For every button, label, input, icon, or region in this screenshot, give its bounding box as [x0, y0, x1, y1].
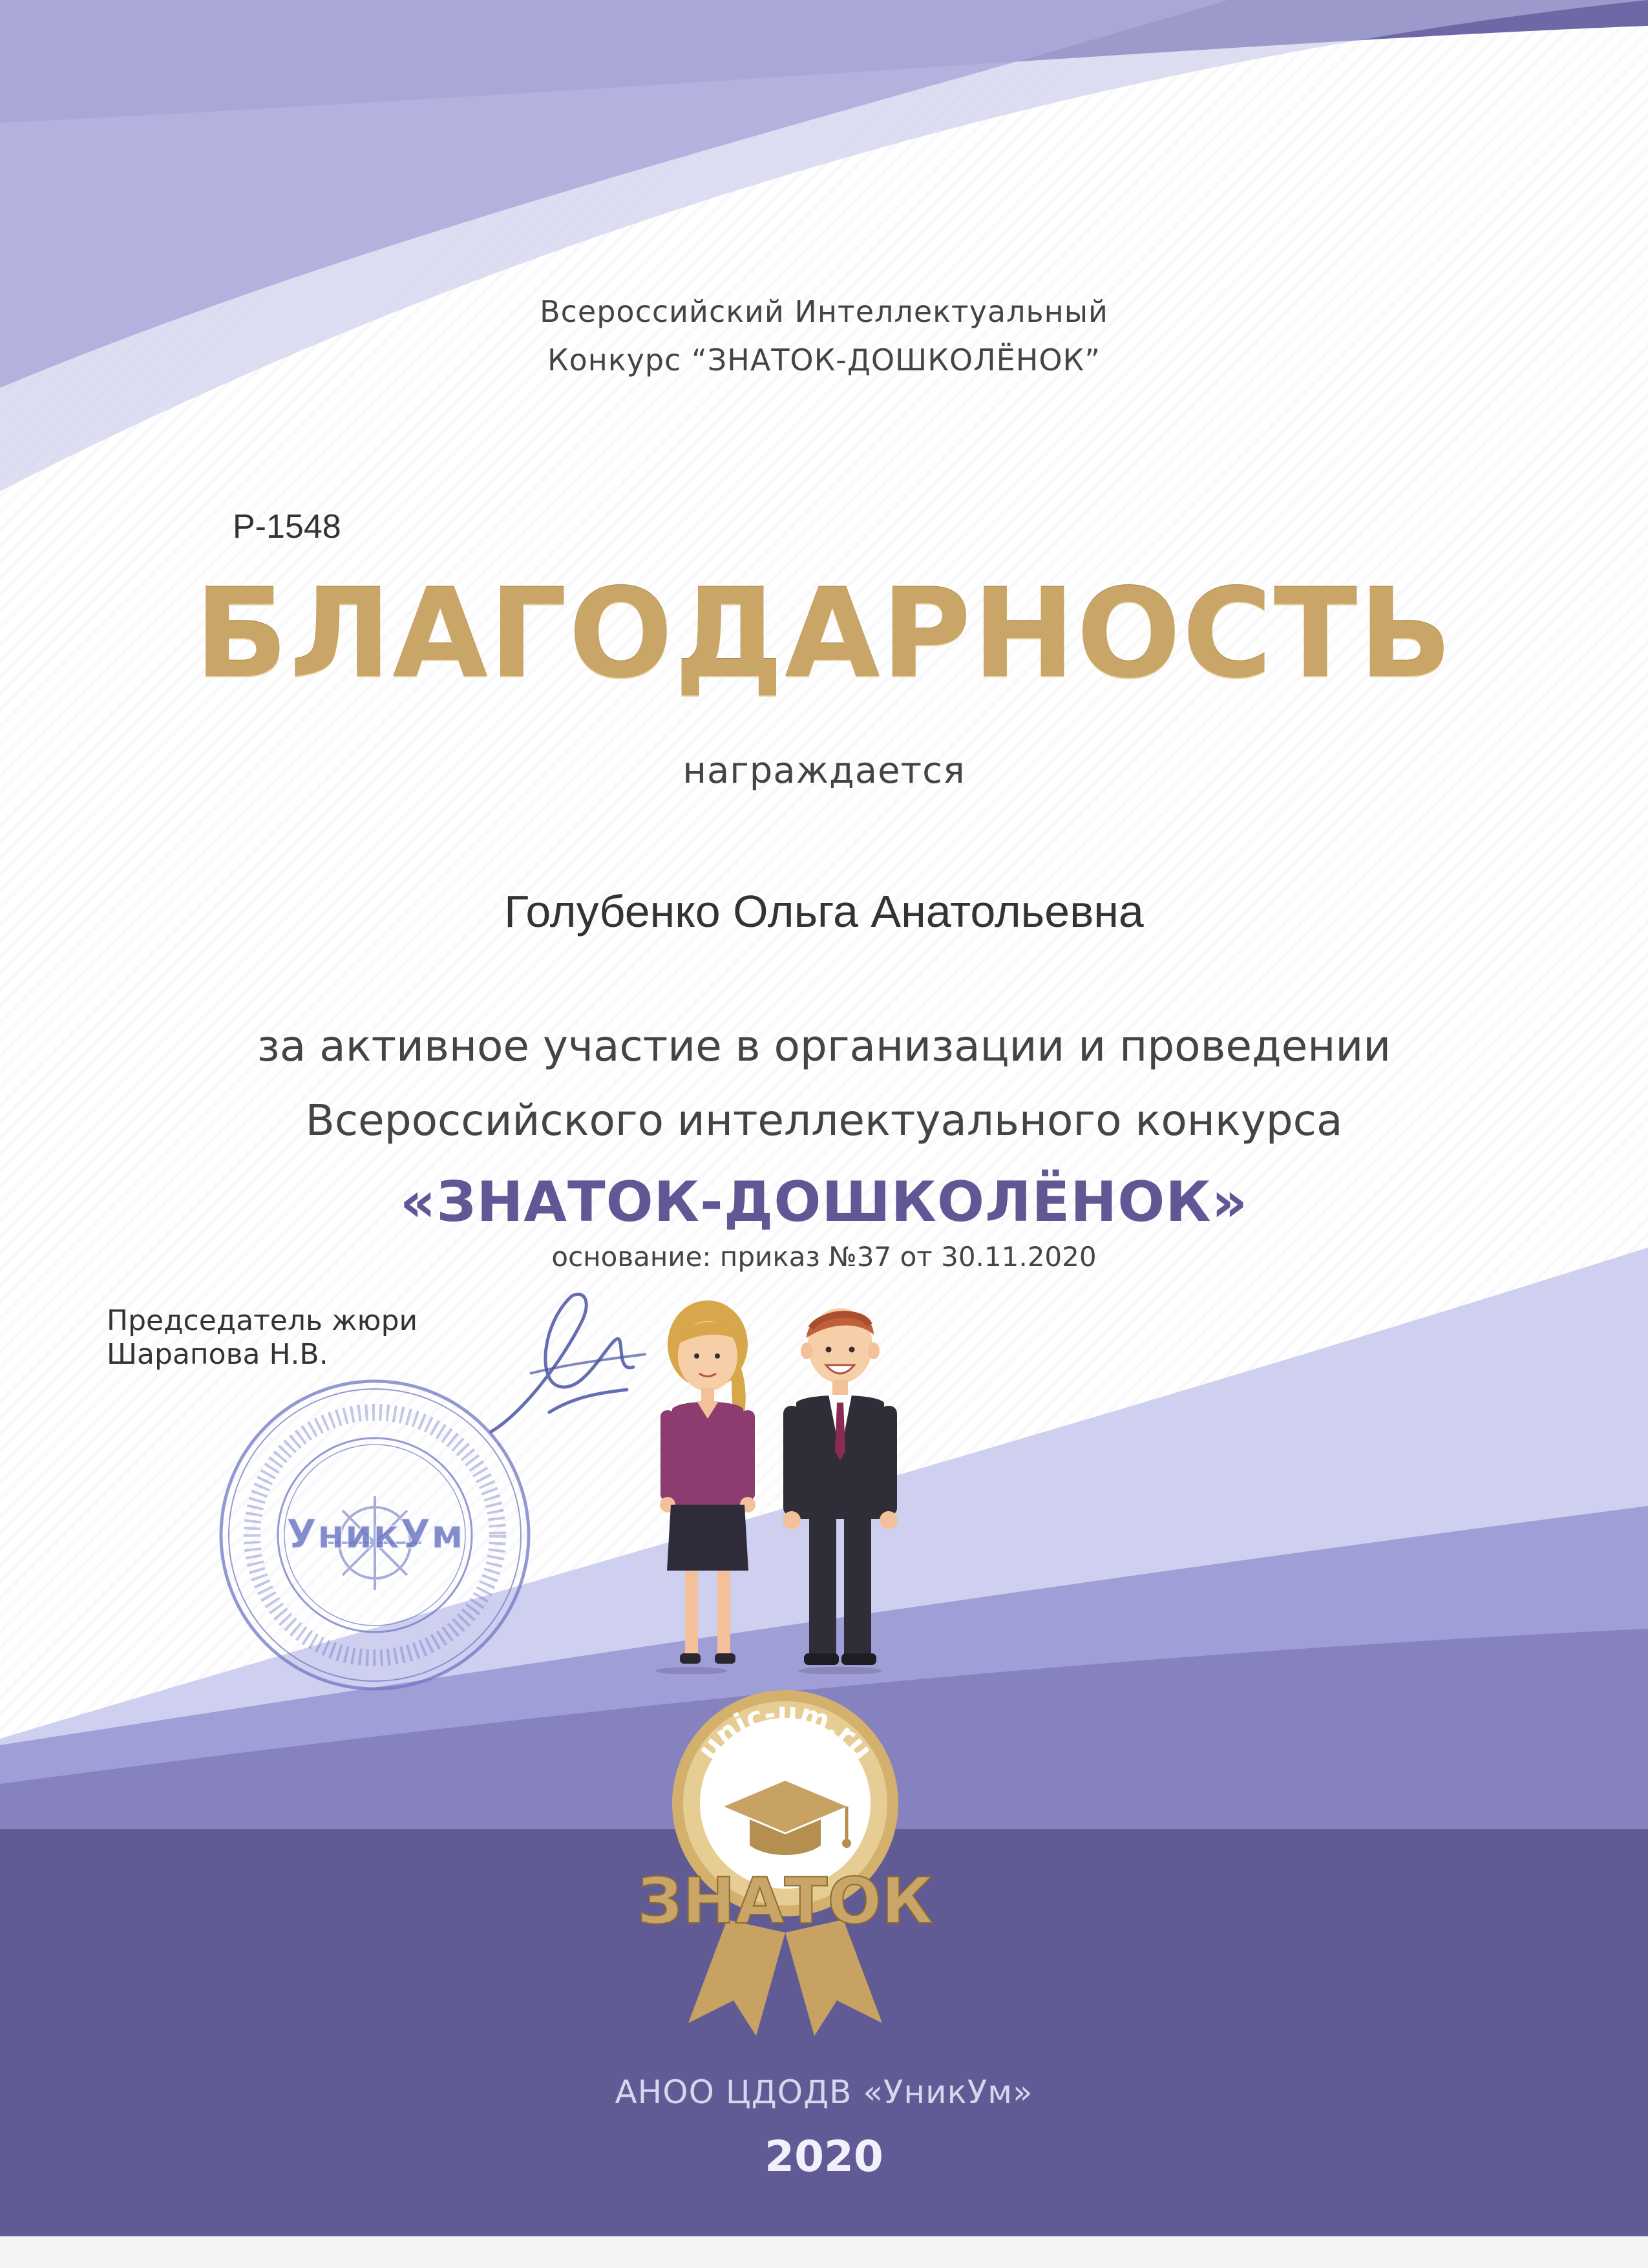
awarded-caption: награждается: [682, 750, 966, 792]
stamp-center-text: УникУм: [286, 1510, 464, 1558]
organization-name: АНОО ЦДОДВ «УникУм»: [615, 2073, 1033, 2111]
top-wave-light: [0, 0, 1648, 491]
jury-chair-title: Председатель жюри: [107, 1304, 418, 1337]
jury-chair-name: Шарапова Н.В.: [107, 1338, 328, 1371]
znatok-badge: [637, 1674, 934, 2036]
contest-header-line1: Всероссийский Интеллектуальный: [540, 294, 1108, 329]
signature: [452, 1277, 666, 1457]
badge-url: unic-um.ru: [692, 1696, 879, 1767]
registration-number: Р-1548: [233, 508, 341, 546]
bottom-edge-strip: [0, 2236, 1648, 2268]
contest-name: «ЗНАТОК-ДОШКОЛЁНОК»: [399, 1170, 1249, 1235]
certificate-title: БЛАГОДАРНОСТЬ: [194, 562, 1454, 705]
reason-line1: за активное участие в организации и проведении: [257, 1021, 1391, 1071]
girl-figure: [656, 1300, 755, 1674]
certificate-year: 2020: [765, 2132, 883, 2181]
reason-line2: Всероссийского интеллектуального конкурса: [305, 1096, 1343, 1145]
badge-label: ЗНАТОК: [637, 1865, 933, 1938]
boy-figure: [783, 1308, 898, 1674]
recipient-name: Голубенко Ольга Анатольевна: [504, 886, 1144, 937]
characters-illustration: [646, 1299, 918, 1674]
order-basis: основание: приказ №37 от 30.11.2020: [551, 1241, 1097, 1273]
contest-header-line2: Конкурс “ЗНАТОК-ДОШКОЛЁНОК”: [547, 343, 1101, 377]
